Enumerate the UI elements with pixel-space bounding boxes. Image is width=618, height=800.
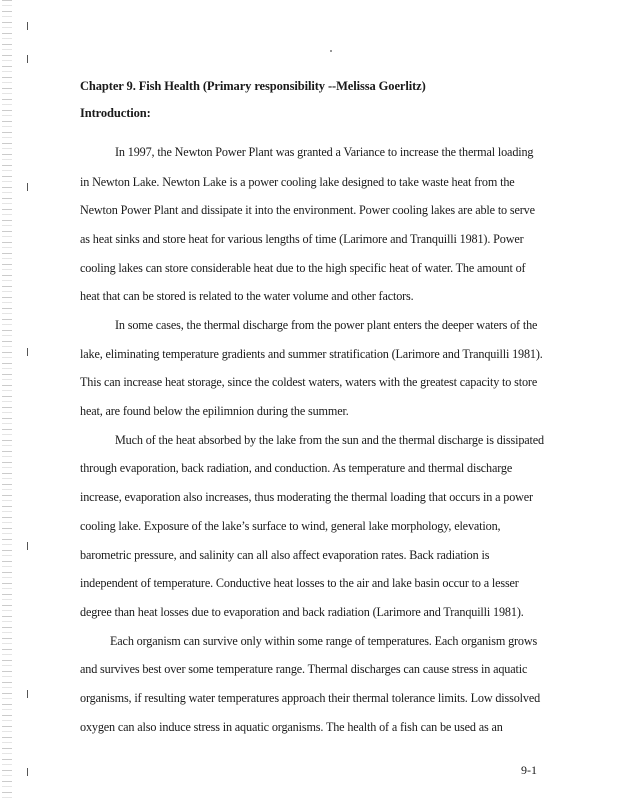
page-number: 9-1	[521, 763, 537, 777]
chapter-heading: Chapter 9. Fish Health (Primary responsibility --Melissa Goerlitz)	[80, 79, 426, 93]
section-heading: Introduction:	[80, 106, 151, 120]
paragraph-1-line-5: cooling lakes can store considerable heat due to the high specific heat of water. The amount of	[80, 261, 526, 275]
paragraph-3-line-5: barometric pressure, and salinity can all also affect evaporation rates. Back radiation is	[80, 548, 490, 562]
paragraph-3-line-3: increase, evaporation also increases, thus moderating the thermal loading that occurs in a power	[80, 490, 533, 504]
paragraph-1-line-4: as heat sinks and store heat for various lengths of time (Larimore and Tranquilli 1981). Power	[80, 232, 524, 246]
paragraph-1-line-3: Newton Power Plant and dissipate it into the environment. Power cooling lakes are able to serve	[80, 203, 535, 217]
paragraph-4-line-4: oxygen can also induce stress in aquatic organisms. The health of a fish can be used as an	[80, 720, 503, 734]
scan-speck	[330, 50, 332, 52]
paragraph-3-line-6: independent of temperature. Conductive heat losses to the air and lake basin occur to a lesser	[80, 576, 519, 590]
paragraph-4-line-2: and survives best over some temperature range. Thermal discharges can cause stress in aquatic	[80, 662, 528, 676]
paragraph-2-line-4: heat, are found below the epilimnion during the summer.	[80, 404, 349, 418]
scan-margin-artifact	[2, 0, 12, 800]
paragraph-2-line-2: lake, eliminating temperature gradients and summer stratification (Larimore and Tranquilli 1981).	[80, 347, 543, 361]
paragraph-2-line-3: This can increase heat storage, since the coldest waters, waters with the greatest capacity to store	[80, 375, 538, 389]
paragraph-1-line-6: heat that can be stored is related to the water volume and other factors.	[80, 289, 414, 303]
paragraph-3-line-1: Much of the heat absorbed by the lake from the sun and the thermal discharge is dissipated	[115, 433, 544, 447]
paragraph-1-line-2: in Newton Lake. Newton Lake is a power cooling lake designed to take waste heat from the	[80, 175, 515, 189]
paragraph-1-line-1: In 1997, the Newton Power Plant was granted a Variance to increase the thermal loading	[115, 145, 534, 159]
paragraph-4-line-1: Each organism can survive only within some range of temperatures. Each organism grows	[110, 634, 538, 648]
paragraph-3-line-7: degree than heat losses due to evaporation and back radiation (Larimore and Tranquilli 1981).	[80, 605, 524, 619]
paragraph-4-line-3: organisms, if resulting water temperatures approach their thermal tolerance limits. Low dissolved	[80, 691, 541, 705]
paragraph-3-line-2: through evaporation, back radiation, and conduction. As temperature and thermal discharge	[80, 461, 513, 475]
paragraph-2-line-1: In some cases, the thermal discharge from the power plant enters the deeper waters of the	[115, 318, 538, 332]
paragraph-3-line-4: cooling lake. Exposure of the lake’s surface to wind, general lake morphology, elevation,	[80, 519, 501, 533]
